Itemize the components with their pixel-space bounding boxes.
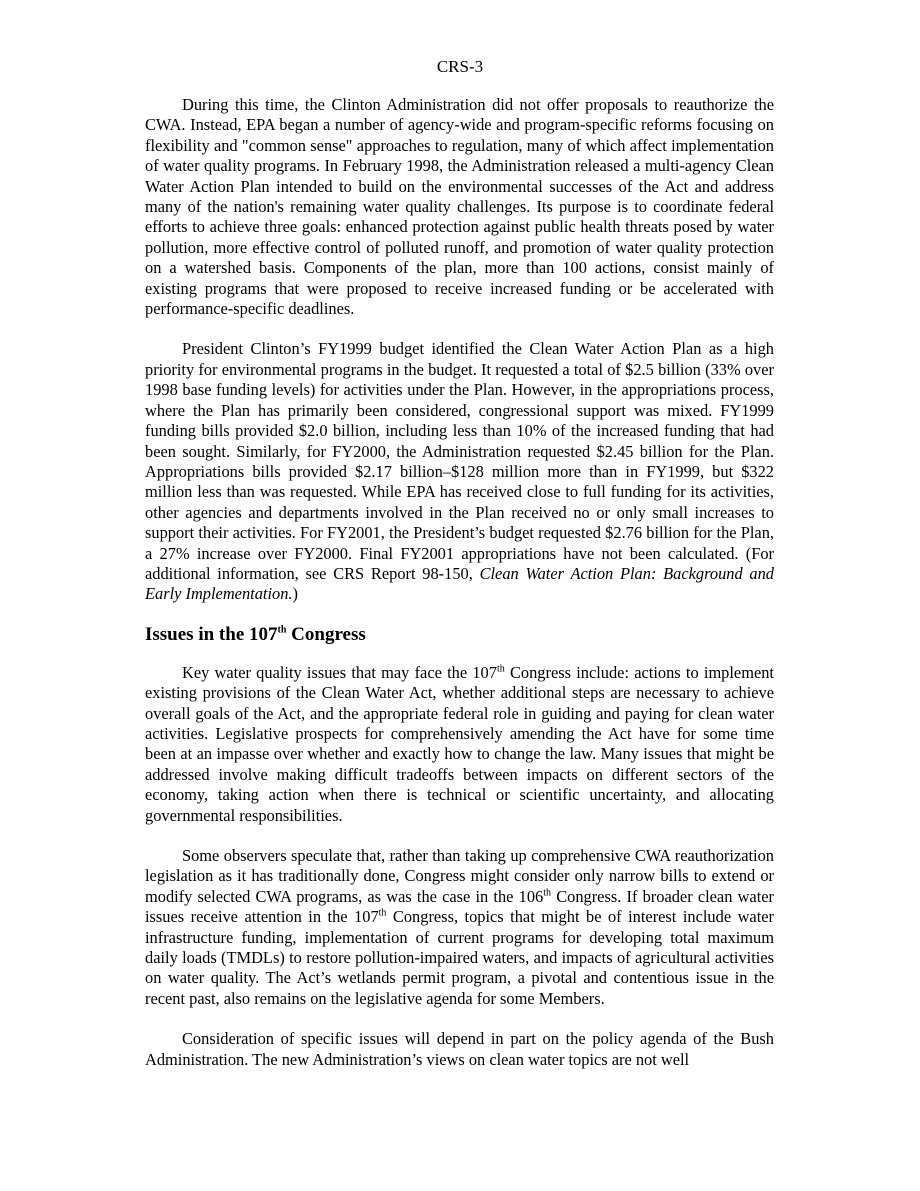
paragraph-observers-pre: Some observers speculate that, rather than taking up comprehensive CWA reauthorization legislation as it has traditionally done, Congress might consider only narrow bills to extend or modify selected CWA programs, as was the case in the 106	[145, 846, 774, 906]
section-heading-pre: Issues in the 107	[145, 623, 278, 645]
paragraph-observers-post: Congress, topics that might be of interest include water infrastructure funding, implementation of current programs for developing total maximum daily loads (TMDLs) to restore pollution-impaired waters, and impacts of agricultural activities on water quality. The Act’s wetlands permit program, a pivotal and contentious issue in the recent past, also remains on the legislative agenda for some Members.	[145, 907, 774, 1008]
paragraph-gap	[145, 1009, 774, 1029]
paragraph-key-issues-post: Congress include: actions to implement existing provisions of the Clean Water Act, whether additional steps are necessary to achieve overall goals of the Act, and the appropriate federal role in guiding and paying for clean water activities. Legislative prospects for comprehensively amending the Act have for some time been at an impasse over whether and exactly how to change the law. Many issues that might be addressed involve making difficult tradeoffs between impacts on different sectors of the economy, taking action when there is technical or scientific uncertainty, and allocating governmental responsibilities.	[145, 662, 774, 825]
paragraph-fy1999-budget-text: President Clinton’s FY1999 budget identified the Clean Water Action Plan as a high priority for environmental programs in the budget. It requested a total of $2.5 billion (33% over 1998 base funding levels) for activities under the Plan. However, in the appropriations process, where the Plan has primarily been considered, congressional support was mixed. FY1999 funding bills provided $2.0 billion, including less than 10% of the increased funding that had been sought. Similarly, for FY2000, the Administration requested $2.45 billion for the Plan. Appropriations bills provided $2.17 billion–$128 million more than in FY1999, but $322 million less than was requested. While EPA has received close to full funding for its activities, other agencies and departments involved in the Plan received no or only small increases to support their activities. For FY2001, the President’s budget requested $2.76 billion for the Plan, a 27% increase over FY2000. Final FY2001 appropriations have not been calculated. (For additional information, see CRS Report 98-150,	[145, 339, 774, 583]
paragraph-observers-sup2: th	[378, 907, 387, 919]
section-heading-post: Congress	[286, 623, 366, 645]
citation-closing: )	[292, 584, 298, 604]
paragraph-gap	[145, 319, 774, 339]
paragraph-fy1999-budget	[145, 339, 774, 604]
paragraph-specific-issues: Consideration of specific issues will depend in part on the policy agenda of the Bush Administration. The new Administration’s views on clean water topics are not well	[145, 1029, 774, 1069]
body-text	[145, 95, 774, 1070]
paragraph-observers-speculate	[145, 846, 774, 1009]
paragraph-key-issues-sup: th	[496, 663, 505, 675]
paragraph-gap	[145, 647, 774, 663]
paragraph-observers-mid: Congress. If broader clean water issues receive attention in the 107	[145, 886, 774, 927]
paragraph-clinton-administration: During this time, the Clinton Administration did not offer proposals to reauthorize the CWA. Instead, EPA began a number of agency-wide and program-specific reforms focusing on flexibility and "common sense" approaches to regulation, many of which affect implementation of water quality programs. In February 1998, the Administration released a multi-agency Clean Water Action Plan intended to build on the environmental successes of the Act and address many of the nation's remaining water quality challenges. Its purpose is to coordinate federal efforts to achieve three goals: enhanced protection against public health threats posed by water pollution, more effective control of polluted runoff, and promotion of water quality protection on a watershed basis. Components of the plan, more than 100 actions, consist mainly of existing programs that were proposed to receive increased funding or be accelerated with performance-specific deadlines.	[145, 95, 774, 319]
section-heading-sup: th	[277, 624, 287, 636]
paragraph-gap	[145, 826, 774, 846]
paragraph-key-issues-pre: Key water quality issues that may face the 107	[182, 662, 497, 682]
paragraph-observers-sup1: th	[543, 887, 552, 899]
paragraph-gap	[145, 605, 774, 623]
paragraph-key-issues	[145, 663, 774, 826]
section-heading	[145, 623, 774, 647]
report-citation-title: Clean Water Action Plan: Background and Early Implementation.	[145, 563, 774, 604]
page-number-header: CRS-3	[436, 57, 484, 76]
